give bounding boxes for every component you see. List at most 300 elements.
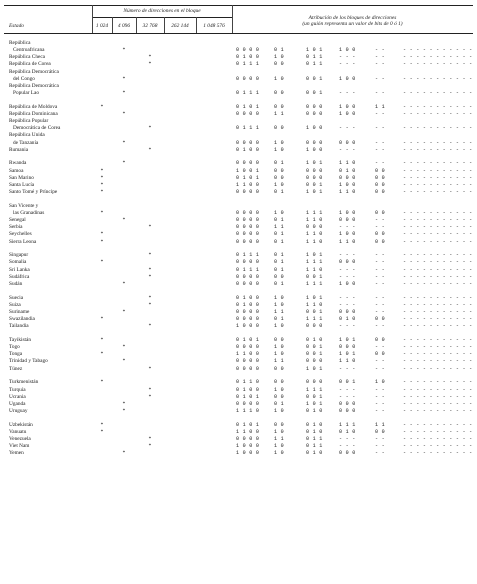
bit-group: 0 0 0 (306, 358, 323, 365)
bit-group: 0 0 0 (339, 344, 356, 351)
bit-group: 0 0 0 (339, 174, 356, 181)
table-row (0, 146, 477, 155)
bit-group: 0 1 1 1 (236, 252, 260, 259)
state-name: Trinidad y Tabago (9, 358, 48, 365)
bit-group: 1 0 1 (306, 400, 323, 407)
bit-group: - - (375, 386, 385, 393)
bit-group: 0 0 0 0 (236, 280, 260, 287)
bit-group: 0 0 (375, 238, 385, 245)
bit-group: 1 0 0 (339, 103, 356, 110)
bit-group: 0 0 (375, 189, 385, 196)
bit-group: - - - - - - - - - - - (403, 189, 473, 196)
bit-group: - - - - - - - - - - - (403, 436, 473, 442)
bit-group: 1 0 0 (339, 47, 356, 54)
block-size-mark: * (148, 436, 152, 442)
block-size-mark: * (122, 110, 126, 117)
state-name: Suiza (9, 301, 21, 308)
bit-group: 1 0 0 1 (236, 167, 260, 174)
bit-group: - - - - - - - - - - - (403, 181, 473, 188)
bit-group: 1 1 (274, 436, 284, 442)
bit-group: - - (375, 400, 385, 407)
block-size-mark: * (100, 231, 104, 238)
bit-group: 0 0 0 0 (236, 259, 260, 266)
bit-group: 0 1 1 0 (236, 379, 260, 386)
bit-group: 0 0 1 (306, 393, 323, 400)
bit-group: - - - - - - - - - - - (403, 209, 473, 216)
bit-group: 0 0 (274, 103, 284, 110)
table-row (0, 365, 477, 374)
bit-group: 0 0 0 0 (236, 436, 260, 442)
state-name: Senegal (9, 217, 26, 224)
bit-group: 1 1 0 (339, 160, 356, 167)
bit-group: - - - (339, 252, 356, 259)
bit-group: 0 0 0 0 (236, 217, 260, 224)
state-name: de Tanzanía (13, 139, 39, 146)
state-name: Turkmenistán (9, 379, 39, 386)
bit-group: 0 1 1 (306, 436, 323, 442)
bit-group: 1 1 (274, 110, 284, 117)
bit-group: 0 1 (274, 189, 284, 196)
bit-group: - - (375, 54, 385, 61)
bit-group: - - (375, 47, 385, 54)
bit-group: - - - - - - - - - - - (403, 308, 473, 315)
bit-group: 0 0 1 (306, 308, 323, 315)
table-row (0, 322, 477, 331)
bit-group: 0 0 0 (306, 139, 323, 146)
bit-group: - - - (339, 436, 356, 442)
block-size-mark: * (122, 407, 126, 414)
bit-group: 1 0 0 (339, 209, 356, 216)
bit-group: 1 0 (274, 146, 284, 153)
bit-group: 0 0 (375, 181, 385, 188)
bit-group: - - - (339, 273, 356, 280)
state-name: Tonga (9, 351, 23, 358)
bit-group: - - - - - - - - - - - (403, 103, 473, 110)
bit-group: 0 1 1 1 (236, 61, 260, 68)
bit-group: - - - - - - - - - - - (403, 139, 473, 146)
bit-group: - - (375, 393, 385, 400)
bit-group: - - (375, 217, 385, 224)
bit-group: 0 1 (274, 252, 284, 259)
state-name: del Congo (13, 75, 35, 82)
header-rule (4, 33, 473, 34)
atrib-header: Atribución de los bloques de direcciones (308, 15, 397, 21)
bit-group: 0 1 (274, 266, 284, 273)
bit-group: 0 0 0 0 (236, 231, 260, 238)
state-name: República Democrática (9, 82, 59, 89)
bit-group: - - - (339, 301, 356, 308)
bit-group: - - (375, 344, 385, 351)
bit-group: - - - - - - - - - - - (403, 344, 473, 351)
bit-group: - - - - - - - - - - - (403, 428, 473, 435)
bit-group: 0 0 1 (306, 90, 323, 97)
bit-group: - - - (339, 323, 356, 330)
bit-group: 0 0 0 0 (236, 47, 260, 54)
bit-group: 1 0 (274, 351, 284, 358)
state-name: República Democrática (9, 68, 59, 75)
bit-group: 0 1 0 (306, 407, 323, 414)
bit-group: - - (375, 252, 385, 259)
bit-group: 0 1 0 0 (236, 294, 260, 301)
bit-group: 0 1 0 (339, 428, 356, 435)
bit-group: - - - - - - - - - - - (403, 75, 473, 82)
state-name: Ucrania (9, 393, 26, 400)
bit-group: 1 0 (274, 428, 284, 435)
block-size-mark: * (100, 189, 104, 196)
block-size-1048576: 1 048 576 (203, 23, 225, 29)
bit-group: 1 0 (274, 75, 284, 82)
bit-group: 0 0 0 (339, 217, 356, 224)
state-name: Popular Lao (13, 90, 40, 97)
bit-group: - - - - - - - - - - - (403, 358, 473, 365)
bit-group: 0 1 1 (306, 61, 323, 68)
bit-group: 0 0 0 0 (236, 189, 260, 196)
bit-group: 0 0 (274, 90, 284, 97)
state-name: Vanuatu (9, 428, 27, 435)
bit-group: 1 0 (274, 323, 284, 330)
bit-group: 1 0 1 (306, 294, 323, 301)
bit-group: - - (375, 90, 385, 97)
bit-group: 0 1 (274, 238, 284, 245)
bit-group: - - (375, 110, 385, 117)
block-size-mark: * (100, 351, 104, 358)
bit-group: - - - (339, 224, 356, 231)
bit-group: 0 0 1 (306, 181, 323, 188)
state-name: Sri Lanka (9, 266, 30, 273)
bit-group: 0 0 (274, 421, 284, 428)
table-row (0, 449, 477, 458)
bit-group: - - (375, 358, 385, 365)
bit-group: 0 0 (274, 273, 284, 280)
state-name: San Vicente y (9, 202, 39, 209)
bit-group: 0 0 0 (339, 407, 356, 414)
bit-group: - - - - - - - - - - - (403, 160, 473, 167)
bit-group: 0 0 0 (306, 103, 323, 110)
block-size-mark: * (122, 400, 126, 407)
bit-group: 1 1 0 0 (236, 428, 260, 435)
block-size-mark: * (100, 167, 104, 174)
bit-group: 0 0 (375, 167, 385, 174)
bit-group: - - - - - - - - - - - (403, 280, 473, 287)
bit-group: 0 0 (375, 316, 385, 323)
bit-group: 0 0 0 0 (236, 344, 260, 351)
state-name: Viet Nam (9, 443, 30, 450)
bit-group: 1 0 0 (339, 75, 356, 82)
bit-group: 0 0 (274, 167, 284, 174)
state-name: Túnez (9, 365, 23, 372)
bit-group: 1 0 0 (339, 181, 356, 188)
num-dir-header: Número de direcciones en el bloque (123, 8, 201, 14)
state-name: Seychelles (9, 231, 32, 238)
bit-group: - - - - - - - - - - - (403, 238, 473, 245)
bit-group: 0 0 0 0 (236, 139, 260, 146)
block-size-mark: * (122, 139, 126, 146)
bit-group: 1 0 (274, 443, 284, 450)
bit-group: 0 0 (375, 351, 385, 358)
bit-group: 0 0 (274, 61, 284, 68)
bit-group: 1 1 (274, 358, 284, 365)
bit-group: 1 1 0 (306, 266, 323, 273)
bit-group: - - - - - - - - - - - (403, 386, 473, 393)
bit-group: - - - - - - - - - - - (403, 393, 473, 400)
bit-group: 1 1 1 (339, 421, 356, 428)
bit-group: - - (375, 266, 385, 273)
bit-group: 0 0 (274, 393, 284, 400)
bit-group: - - (375, 436, 385, 442)
bit-group: 0 0 0 (306, 224, 323, 231)
bit-group: - - - - - - - - - - - (403, 61, 473, 68)
block-size-4096: 4 096 (117, 23, 131, 29)
bit-group: 0 1 0 1 (236, 337, 260, 343)
bit-group: 0 1 (274, 231, 284, 238)
block-size-mark: * (122, 308, 126, 315)
bit-group: 0 0 0 (306, 167, 323, 174)
state-name: Uzbekistán (9, 421, 33, 428)
bit-group: 0 0 0 (339, 400, 356, 407)
bit-group: 0 0 0 0 (236, 110, 260, 117)
bit-group: 1 1 0 0 (236, 351, 260, 358)
bit-group: - - - - - - - - - - - (403, 400, 473, 407)
block-size-mark: * (148, 252, 152, 259)
state-name: Uruguay (9, 407, 28, 414)
bit-group: - - - (339, 146, 356, 153)
bit-group: 0 0 0 0 (236, 160, 260, 167)
block-size-mark: * (148, 294, 152, 301)
block-size-mark: * (148, 386, 152, 393)
bit-group: 0 1 (274, 160, 284, 167)
bit-group: - - (375, 280, 385, 287)
bit-group: - - (375, 259, 385, 266)
bit-group: - - - - - - - - - - - (403, 443, 473, 450)
bit-group: 1 0 1 (306, 47, 323, 54)
bit-group: - - - - - - - - - - - (403, 231, 473, 238)
bit-group: 1 0 0 (339, 231, 356, 238)
bit-group: 0 0 (274, 365, 284, 372)
bit-group: - - - - - - - - - - - (403, 294, 473, 301)
state-name: Democrática de Corea (13, 125, 61, 132)
block-size-mark: * (122, 344, 126, 351)
bit-group: 0 1 0 0 (236, 146, 260, 153)
state-name: Suriname (9, 308, 30, 315)
bit-group: 1 0 1 (339, 337, 356, 343)
bit-group: 0 0 (375, 428, 385, 435)
table-row (0, 280, 477, 289)
bit-group: - - - - - - - - - - - (403, 421, 473, 428)
bit-group: - - - - - - - - - - - (403, 266, 473, 273)
bit-group: - - (375, 61, 385, 68)
bit-group: 0 1 0 0 (236, 301, 260, 308)
bit-group: 0 1 (274, 217, 284, 224)
bit-group: 1 1 (375, 103, 385, 110)
block-size-mark: * (100, 238, 104, 245)
bit-group: - - - (339, 393, 356, 400)
bit-group: - - (375, 146, 385, 153)
bit-group: 0 0 0 (339, 139, 356, 146)
block-size-mark: * (148, 61, 152, 68)
bit-group: 1 0 (274, 386, 284, 393)
bit-group: 0 0 (274, 174, 284, 181)
bit-group: 0 1 0 (306, 421, 323, 428)
block-size-mark: * (148, 443, 152, 450)
state-name: República (9, 40, 31, 46)
block-size-mark: * (100, 174, 104, 181)
block-size-mark: * (100, 181, 104, 188)
bit-group: 0 0 0 0 (236, 209, 260, 216)
bit-group: 1 0 (274, 450, 284, 457)
bit-group: - - - - - - - - - - - (403, 110, 473, 117)
bit-group: 0 0 0 0 (236, 238, 260, 245)
state-name: Venezuela (9, 436, 31, 442)
bit-group: 1 0 0 0 (236, 443, 260, 450)
bit-group: 0 1 1 1 (236, 125, 260, 132)
bit-group: 1 0 1 (306, 189, 323, 196)
state-name: Tailandia (9, 323, 29, 330)
state-name: República Checa (9, 54, 46, 61)
bit-group: 1 0 (274, 209, 284, 216)
bit-group: - - (375, 294, 385, 301)
bit-group: - - (375, 323, 385, 330)
bit-group: 0 1 (274, 280, 284, 287)
block-size-mark: * (122, 75, 126, 82)
bit-group: 1 0 0 (339, 280, 356, 287)
bit-group: 1 0 (274, 294, 284, 301)
bit-group: - - (375, 301, 385, 308)
bit-group: 0 1 (274, 400, 284, 407)
block-size-mark: * (148, 323, 152, 330)
block-size-mark: * (148, 273, 152, 280)
state-name: Yemen (9, 450, 24, 457)
bit-group: 0 0 0 0 (236, 400, 260, 407)
bit-group: 0 0 0 (306, 379, 323, 386)
bit-group: 0 0 0 0 (236, 358, 260, 365)
bit-group: 1 1 0 (306, 217, 323, 224)
bit-group: - - - (339, 61, 356, 68)
state-name: Santo Tomé y Príncipe (9, 189, 58, 196)
bit-group: 1 0 0 (306, 125, 323, 132)
block-size-mark: * (100, 316, 104, 323)
bit-group: - - (375, 407, 385, 414)
state-name: República Popular (9, 118, 49, 125)
bit-group: - - - - - - - - - - - (403, 224, 473, 231)
state-name: Suecia (9, 294, 24, 301)
state-name: Togo (9, 344, 20, 351)
block-size-mark: * (148, 301, 152, 308)
block-size-mark: * (100, 103, 104, 110)
bit-group: 0 1 0 0 (236, 54, 260, 61)
estado-header: Estado (9, 23, 24, 29)
block-size-mark: * (122, 90, 126, 97)
bit-group: 0 0 0 0 (236, 273, 260, 280)
bit-group: 0 0 1 (306, 351, 323, 358)
bit-group: 0 0 0 0 (236, 308, 260, 315)
state-name: Sudáfrica (9, 273, 30, 280)
bit-group: 1 1 0 (306, 238, 323, 245)
bit-group: 0 0 (274, 125, 284, 132)
bit-group: - - - - - - - - - - - (403, 54, 473, 61)
bit-group: 1 1 0 (339, 358, 356, 365)
block-size-mark: * (148, 266, 152, 273)
bit-group: 0 1 0 (306, 450, 323, 457)
bit-group: 0 0 (274, 337, 284, 343)
bit-group: 0 0 (375, 209, 385, 216)
state-name: Serbia (9, 224, 23, 231)
block-size-mark: * (148, 54, 152, 61)
bit-group: 1 0 (274, 54, 284, 61)
bit-group: 0 0 (375, 174, 385, 181)
state-name: República de Corea (9, 61, 51, 68)
state-name: Rumania (9, 146, 29, 153)
block-size-mark: * (100, 428, 104, 435)
bit-group: 1 0 1 (306, 160, 323, 167)
bit-group: 1 1 0 (339, 189, 356, 196)
bit-group: 1 0 (274, 407, 284, 414)
block-size-mark: * (100, 337, 104, 343)
atrib-subheader: (un guión representa un valor de bits de 0 ó 1) (302, 21, 403, 27)
bit-group: 0 1 0 0 (236, 386, 260, 393)
bit-group: 0 0 0 (306, 323, 323, 330)
block-size-mark: * (122, 280, 126, 287)
bit-group: - - - - - - - - - - - (403, 351, 473, 358)
bit-group: 0 0 0 0 (236, 365, 260, 372)
block-size-mark: * (122, 160, 126, 167)
bit-group: 0 0 1 (306, 344, 323, 351)
bit-group: - - (375, 308, 385, 315)
bit-group: - - (375, 365, 385, 372)
bit-group: 0 1 (274, 47, 284, 54)
bit-group: - - - (339, 386, 356, 393)
bit-group: - - (375, 450, 385, 457)
bit-group: - - - (339, 443, 356, 450)
bit-group: - - - - - - - - - - - (403, 273, 473, 280)
bit-group: - - (375, 273, 385, 280)
bit-group: 0 1 0 1 (236, 174, 260, 181)
block-size-mark: * (122, 358, 126, 365)
block-size-mark: * (122, 47, 126, 54)
bit-group: 0 1 0 (339, 316, 356, 323)
state-name: las Granadinas (13, 209, 45, 216)
subheader-rule (92, 17, 232, 18)
bit-group: 1 1 1 0 (236, 407, 260, 414)
bit-group: - - - (339, 266, 356, 273)
bit-group: - - - - - - - - - - - (403, 259, 473, 266)
table-row (0, 89, 477, 98)
bit-group: - - - - - - - - - - - (403, 252, 473, 259)
bit-group: - - - - - - - - - - - (403, 337, 473, 343)
bit-group: 1 0 1 (306, 252, 323, 259)
block-size-mark: * (100, 209, 104, 216)
bit-group: - - - - - - - - - - - (403, 174, 473, 181)
bit-group: 1 0 0 0 (236, 323, 260, 330)
block-size-mark: * (148, 146, 152, 153)
state-name: Singapur (9, 252, 29, 259)
bit-group: 1 0 (274, 139, 284, 146)
state-name: República de Moldova (9, 103, 58, 110)
bit-group: 0 0 1 (306, 75, 323, 82)
bit-group: 0 1 0 1 (236, 421, 260, 428)
bit-group: 0 1 (274, 259, 284, 266)
bit-group: 0 0 0 (339, 308, 356, 315)
block-size-262144: 262 144 (171, 23, 189, 29)
state-name: Somalia (9, 259, 27, 266)
state-name: Santa Lucía (9, 181, 35, 188)
bit-group: 1 1 0 (339, 238, 356, 245)
state-name: Tayikistán (9, 337, 31, 343)
bit-group: - - - - - - - - - - - (403, 365, 473, 372)
bit-group: - - - - - - - - - - - (403, 323, 473, 330)
bit-group: 0 1 0 1 (236, 393, 260, 400)
block-size-mark: * (122, 217, 126, 224)
state-name: Sudán (9, 280, 23, 287)
